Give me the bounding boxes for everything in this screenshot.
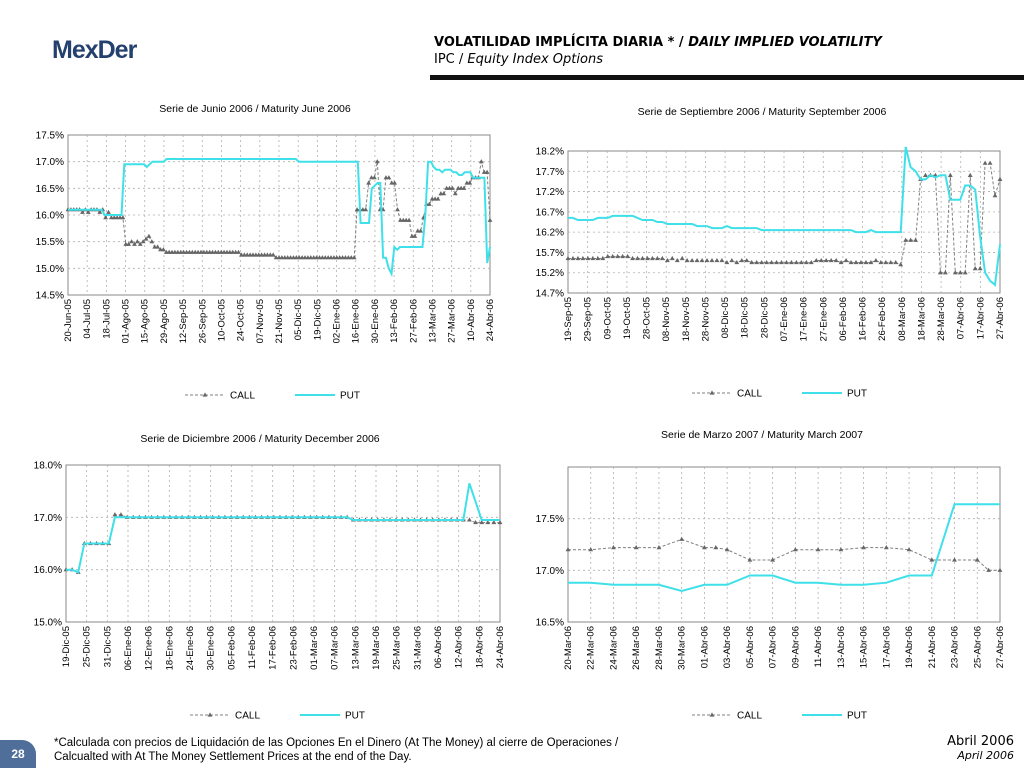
call-point — [670, 256, 675, 260]
y-tick-label: 17.5% — [535, 514, 564, 526]
call-point — [809, 260, 814, 264]
call-point — [462, 186, 467, 190]
x-tick-label: 10-Abr-06 — [465, 299, 477, 342]
y-tick-label: 17.0% — [535, 565, 564, 577]
x-tick-label: 02-Ene-06 — [331, 299, 343, 344]
chart-march — [512, 425, 1012, 725]
x-tick-label: 05-Dic-05 — [293, 299, 305, 341]
subtitle-separator: / — [454, 52, 468, 67]
call-point — [611, 545, 616, 549]
x-tick-label: 18-Dic-05 — [739, 297, 751, 339]
x-tick-label: 18-Ene-06 — [164, 626, 176, 671]
call-point — [372, 175, 377, 179]
x-tick-label: 29-Ago-05 — [158, 299, 170, 344]
x-tick-label: 22-Mar-06 — [585, 626, 597, 670]
call-point — [983, 161, 988, 165]
x-tick-label: 06-Ene-06 — [123, 626, 134, 671]
series-line-put — [66, 483, 500, 572]
x-tick-label: 18-Mar-06 — [916, 297, 928, 341]
x-tick-label: 25-Dic-05 — [81, 626, 93, 668]
y-tick-label: 18.0% — [33, 460, 62, 472]
y-tick-label: 17.5% — [35, 130, 64, 142]
x-tick-label: 07-Abr-06 — [767, 626, 779, 669]
call-point — [978, 266, 983, 270]
call-point — [488, 218, 493, 222]
title-separator: / — [674, 35, 689, 50]
x-tick-label: 05-Abr-06 — [744, 626, 756, 669]
x-tick-label: 18-Jul-05 — [101, 299, 113, 339]
call-point — [898, 262, 903, 266]
call-point — [407, 218, 412, 222]
x-tick-label: 01-Abr-06 — [699, 626, 711, 669]
call-point — [764, 260, 769, 264]
chart-title: Serie de Diciembre 2006 / Maturity December 2006 — [140, 433, 380, 445]
x-tick-label: 04-Jul-05 — [82, 299, 94, 339]
call-point — [988, 161, 993, 165]
call-point — [943, 270, 948, 274]
chart-december — [10, 425, 510, 725]
legend-label-call: CALL — [235, 710, 261, 722]
x-tick-label: 11-Feb-06 — [247, 626, 258, 670]
y-tick-label: 18.2% — [535, 146, 564, 158]
y-tick-label: 17.0% — [35, 157, 64, 169]
mexder-logo — [50, 28, 137, 68]
call-point — [963, 270, 968, 274]
x-tick-label: 30-Ene-06 — [369, 299, 381, 344]
call-point — [893, 260, 898, 264]
plot-area — [568, 467, 1000, 622]
chart-title: Serie de Junio 2006 / Maturity June 2006 — [159, 103, 351, 115]
x-tick-label: 28-Dic-05 — [759, 297, 771, 339]
x-tick-label: 16-Feb-06 — [857, 297, 869, 341]
x-tick-label: 08-Nov-05 — [661, 297, 673, 342]
x-tick-label: 20-Jun-05 — [63, 299, 74, 342]
call-point — [605, 254, 610, 258]
call-point — [566, 547, 571, 551]
x-tick-label: 15-Ago-05 — [139, 299, 151, 344]
x-tick-label: 25-Abr-06 — [972, 626, 984, 669]
call-point — [479, 159, 484, 163]
x-tick-label: 24-Abr-06 — [495, 626, 506, 669]
call-point — [386, 175, 391, 179]
x-tick-label: 21-Abr-06 — [926, 626, 938, 669]
legend-label-put: PUT — [345, 710, 365, 722]
call-point — [973, 266, 978, 270]
call-point — [799, 260, 804, 264]
chart-title: Serie de Marzo 2007 / Maturity March 2007 — [661, 429, 863, 441]
call-point — [129, 239, 134, 243]
header-rule — [430, 75, 1024, 80]
x-tick-label: 29-Sep-05 — [582, 297, 594, 342]
call-point — [625, 254, 630, 258]
call-point — [908, 238, 913, 242]
call-point — [948, 173, 953, 177]
x-tick-label: 09-Abr-06 — [790, 626, 802, 669]
x-tick-label: 19-Oct-05 — [621, 297, 633, 340]
call-point — [844, 258, 849, 262]
x-tick-label: 26-Mar-06 — [631, 626, 643, 670]
x-tick-label: 16-Ene-06 — [350, 299, 362, 344]
legend-label-put: PUT — [847, 710, 867, 722]
y-tick-label: 16.7% — [535, 207, 564, 219]
y-tick-label: 16.5% — [535, 617, 564, 629]
call-point — [363, 207, 368, 211]
call-point — [366, 180, 371, 184]
y-tick-label: 17.0% — [33, 512, 62, 524]
y-tick-label: 16.5% — [35, 183, 64, 195]
y-tick-label: 16.0% — [35, 210, 64, 222]
call-point — [998, 568, 1003, 572]
call-point — [769, 260, 774, 264]
x-tick-label: 26-Sep-05 — [197, 299, 209, 344]
call-point — [155, 244, 160, 248]
y-tick-label: 15.7% — [535, 247, 564, 259]
legend-label-call: CALL — [737, 388, 763, 400]
call-point — [679, 537, 684, 541]
call-point — [467, 517, 472, 521]
x-tick-label: 07-Ene-06 — [779, 297, 790, 342]
x-tick-label: 28-Mar-06 — [653, 626, 665, 670]
call-point — [485, 170, 490, 174]
y-tick-label: 15.2% — [535, 268, 564, 280]
x-tick-label: 12-Ene-06 — [143, 626, 155, 671]
x-tick-label: 30-Mar-06 — [676, 626, 688, 670]
call-point — [660, 256, 665, 260]
svg-text:MexDer: MexDer — [52, 36, 137, 64]
x-tick-label: 20-Mar-06 — [563, 626, 574, 670]
call-point — [147, 234, 152, 238]
call-point — [720, 258, 725, 262]
footnote — [54, 736, 744, 764]
x-tick-label: 27-Feb-06 — [408, 299, 420, 343]
title-es: VOLATILIDAD IMPLÍCITA DIARIA * — [434, 35, 675, 50]
x-tick-label: 06-Feb-06 — [837, 297, 849, 341]
call-point — [998, 177, 1003, 181]
x-tick-label: 07-Nov-05 — [254, 299, 266, 344]
call-point — [888, 260, 893, 264]
call-point — [759, 260, 764, 264]
call-point — [883, 260, 888, 264]
call-point — [913, 238, 918, 242]
call-point — [680, 256, 685, 260]
call-point — [864, 260, 869, 264]
plot-area — [66, 465, 500, 622]
call-point — [149, 239, 154, 243]
y-tick-label: 14.5% — [35, 290, 64, 302]
call-point — [854, 260, 859, 264]
x-tick-label: 18-Abr-06 — [474, 626, 486, 669]
call-point — [715, 258, 720, 262]
x-tick-label: 17-Abr-06 — [881, 626, 893, 669]
call-point — [106, 210, 111, 214]
x-tick-label: 06-Abr-06 — [433, 626, 444, 669]
legend-label-put: PUT — [847, 388, 867, 400]
y-tick-label: 15.0% — [35, 263, 64, 275]
x-tick-label: 28-Nov-05 — [700, 297, 712, 342]
x-tick-label: 17-Ene-06 — [798, 297, 810, 342]
call-point — [861, 545, 866, 549]
x-tick-label: 25-Mar-06 — [391, 626, 403, 670]
call-point — [794, 260, 799, 264]
call-point — [784, 260, 789, 264]
call-point — [161, 247, 166, 251]
x-tick-label: 23-Feb-06 — [288, 626, 300, 670]
call-point — [620, 254, 625, 258]
x-tick-label: 28-Oct-05 — [641, 297, 653, 340]
call-point — [375, 159, 380, 163]
x-tick-label: 08-Mar-06 — [896, 297, 908, 341]
title-en: DAILY IMPLIED VOLATILITY — [688, 35, 882, 50]
call-point — [793, 547, 798, 551]
x-tick-label: 24-Mar-06 — [608, 626, 620, 670]
x-tick-label: 27-Abr-06 — [995, 297, 1006, 340]
x-tick-label: 17-Feb-06 — [267, 626, 279, 670]
call-point — [588, 547, 593, 551]
y-tick-label: 14.7% — [535, 288, 564, 300]
date-es: Abril 2006 — [947, 734, 1014, 749]
x-tick-label: 31-Dic-05 — [102, 626, 114, 668]
page-subtitle — [434, 52, 603, 67]
x-tick-label: 19-Sep-05 — [563, 297, 574, 342]
chart-june — [10, 95, 500, 410]
y-tick-label: 17.2% — [535, 187, 564, 199]
x-tick-label: 19-Mar-06 — [371, 626, 382, 670]
footnote-line-1: *Calculada con precios de Liquidación de las Opciones En el Dinero (At The Money) al cierre de Operaciones / — [54, 737, 619, 749]
call-point — [804, 260, 809, 264]
call-point — [729, 258, 734, 262]
x-tick-label: 13-Mar-06 — [427, 299, 439, 343]
y-tick-label: 17.7% — [535, 166, 564, 178]
call-point — [774, 260, 779, 264]
x-tick-label: 26-Feb-06 — [877, 297, 889, 341]
series-line-put — [568, 504, 1000, 591]
call-point — [754, 260, 759, 264]
y-tick-label: 15.0% — [33, 617, 62, 629]
x-tick-label: 11-Abr-06 — [813, 626, 825, 668]
x-tick-label: 19-Dic-05 — [312, 299, 324, 341]
x-tick-label: 24-Oct-05 — [235, 299, 247, 342]
call-point — [610, 254, 615, 258]
x-tick-label: 13-Feb-06 — [389, 299, 401, 343]
x-tick-label: 19-Abr-06 — [904, 626, 916, 669]
y-tick-label: 16.2% — [535, 227, 564, 239]
x-tick-label: 05-Feb-06 — [226, 626, 238, 670]
call-point — [135, 239, 140, 243]
x-tick-label: 01-Ago-05 — [120, 299, 132, 344]
x-tick-label: 03-Abr-06 — [722, 626, 734, 669]
x-tick-label: 27-Mar-06 — [446, 299, 458, 343]
call-point — [453, 191, 458, 195]
x-tick-label: 10-Oct-05 — [216, 299, 228, 342]
x-tick-label: 17-Abr-06 — [975, 297, 987, 340]
call-point — [789, 260, 794, 264]
x-tick-label: 24-Ene-06 — [185, 626, 196, 671]
x-tick-label: 28-Mar-06 — [936, 297, 948, 341]
x-tick-label: 01-Mar-06 — [309, 626, 320, 670]
call-point — [436, 196, 441, 200]
call-point — [634, 545, 639, 549]
call-point — [779, 260, 784, 264]
x-tick-label: 31-Mar-06 — [412, 626, 424, 670]
x-tick-label: 13-Abr-06 — [835, 626, 847, 669]
y-tick-label: 15.5% — [35, 237, 64, 249]
call-point — [615, 254, 620, 258]
x-tick-label: 07-Abr-06 — [955, 297, 967, 340]
x-tick-label: 21-Nov-05 — [274, 299, 285, 344]
legend-label-call: CALL — [230, 390, 256, 402]
chart-september — [512, 95, 1012, 410]
call-point — [884, 545, 889, 549]
call-point — [816, 547, 821, 551]
call-point — [993, 193, 998, 197]
call-point — [923, 173, 928, 177]
x-tick-label: 15-Abr-06 — [858, 626, 870, 669]
x-tick-label: 27-Abr-06 — [995, 626, 1006, 669]
series-line-call — [66, 515, 500, 573]
x-tick-label: 27-Ene-06 — [818, 297, 830, 342]
subtitle-en: Equity Index Options — [467, 52, 603, 67]
call-point — [952, 557, 957, 561]
footer-date — [947, 734, 1014, 762]
x-tick-label: 19-Dic-05 — [61, 626, 72, 668]
x-tick-label: 13-Mar-06 — [350, 626, 362, 670]
date-en: April 2006 — [957, 749, 1014, 762]
y-tick-label: 16.0% — [33, 565, 62, 577]
legend-label-put: PUT — [340, 390, 360, 402]
footnote-line-2: Calcualted with At The Money Settlement Prices at the end of the Day. — [54, 751, 412, 763]
x-tick-label: 12-Abr-06 — [453, 626, 465, 669]
call-point — [395, 207, 400, 211]
x-tick-label: 12-Sep-05 — [178, 299, 190, 344]
legend-label-call: CALL — [737, 710, 763, 722]
x-tick-label: 08-Dic-05 — [720, 297, 732, 339]
x-tick-label: 09-Oct-05 — [602, 297, 614, 340]
x-tick-label: 18-Nov-05 — [680, 297, 692, 342]
x-tick-label: 24-Abr-06 — [485, 299, 496, 342]
subtitle-es: IPC — [434, 52, 455, 67]
call-point — [739, 258, 744, 262]
x-tick-label: 30-Ene-06 — [205, 626, 217, 671]
x-tick-label: 23-Abr-06 — [949, 626, 961, 669]
page-number: 28 — [0, 740, 36, 768]
page-title — [434, 35, 882, 50]
call-point — [903, 238, 908, 242]
chart-title: Serie de Septiembre 2006 / Maturity September 2006 — [637, 106, 887, 118]
call-point — [441, 191, 446, 195]
call-point — [873, 258, 878, 262]
call-point — [713, 545, 718, 549]
x-tick-label: 07-Mar-06 — [329, 626, 341, 670]
call-point — [968, 173, 973, 177]
